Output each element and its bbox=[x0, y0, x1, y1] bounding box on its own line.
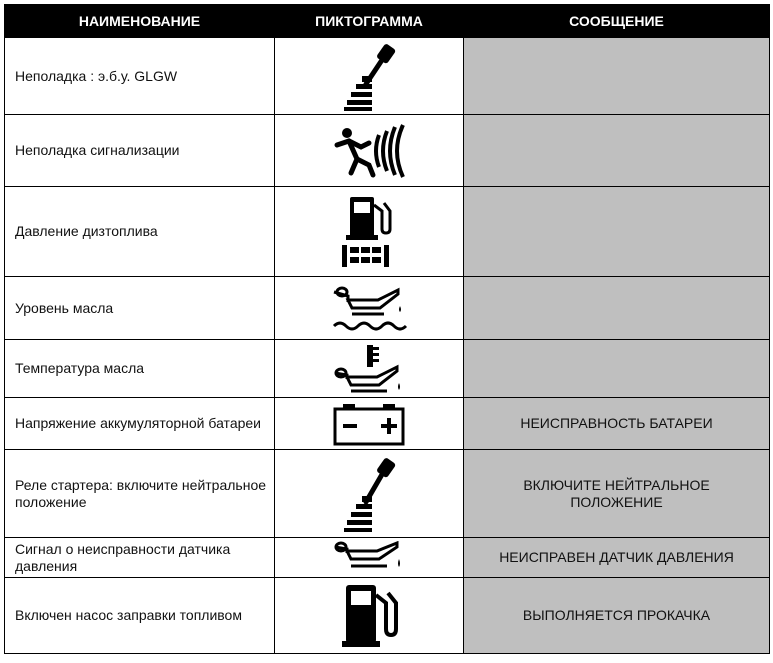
row-name: Неполадка сигнализации bbox=[5, 115, 275, 187]
row-name: Включен насос заправки топливом bbox=[5, 578, 275, 654]
row-name: Уровень масла bbox=[5, 277, 275, 340]
oil-temperature-icon bbox=[329, 343, 409, 395]
gear-lever-icon bbox=[334, 454, 404, 534]
fuel-pressure-icon bbox=[334, 193, 404, 271]
row-name: Сигнал о неисправности датчика давления bbox=[5, 538, 275, 578]
header-pictogram: ПИКТОГРАММА bbox=[275, 5, 464, 38]
gear-lever-icon bbox=[334, 40, 404, 112]
row-message bbox=[464, 38, 770, 115]
table-row bbox=[5, 538, 770, 578]
row-message bbox=[464, 187, 770, 277]
row-name: Реле стартера: включите нейтральное положение bbox=[5, 450, 275, 538]
header-name: НАИМЕНОВАНИЕ bbox=[5, 5, 275, 38]
header-message: СООБЩЕНИЕ bbox=[464, 5, 770, 38]
table-header bbox=[5, 5, 770, 38]
table-row bbox=[5, 578, 770, 654]
warning-table bbox=[4, 4, 770, 654]
row-message: ВЫПОЛНЯЕТСЯ ПРОКАЧКА bbox=[464, 578, 770, 654]
oil-level-icon bbox=[328, 284, 410, 332]
table-row bbox=[5, 115, 770, 187]
row-message bbox=[464, 277, 770, 340]
row-name: Неполадка : э.б.у. GLGW bbox=[5, 38, 275, 115]
alarm-intruder-icon bbox=[329, 123, 409, 179]
table-row bbox=[5, 277, 770, 340]
table-row bbox=[5, 340, 770, 398]
row-message: НЕИСПРАВНОСТЬ БАТАРЕИ bbox=[464, 398, 770, 450]
oil-pressure-sensor-icon bbox=[329, 541, 409, 575]
table-row bbox=[5, 38, 770, 115]
fuel-pump-icon bbox=[334, 581, 404, 651]
table-row bbox=[5, 398, 770, 450]
row-name: Давление дизтоплива bbox=[5, 187, 275, 277]
row-message: ВКЛЮЧИТЕ НЕЙТРАЛЬНОЕ ПОЛОЖЕНИЕ bbox=[464, 450, 770, 538]
row-name: Напряжение аккумуляторной батареи bbox=[5, 398, 275, 450]
row-message bbox=[464, 115, 770, 187]
battery-icon bbox=[331, 402, 407, 446]
row-name: Температура масла bbox=[5, 340, 275, 398]
table-row bbox=[5, 187, 770, 277]
row-message bbox=[464, 340, 770, 398]
table-row bbox=[5, 450, 770, 538]
row-message: НЕИСПРАВЕН ДАТЧИК ДАВЛЕНИЯ bbox=[464, 538, 770, 578]
